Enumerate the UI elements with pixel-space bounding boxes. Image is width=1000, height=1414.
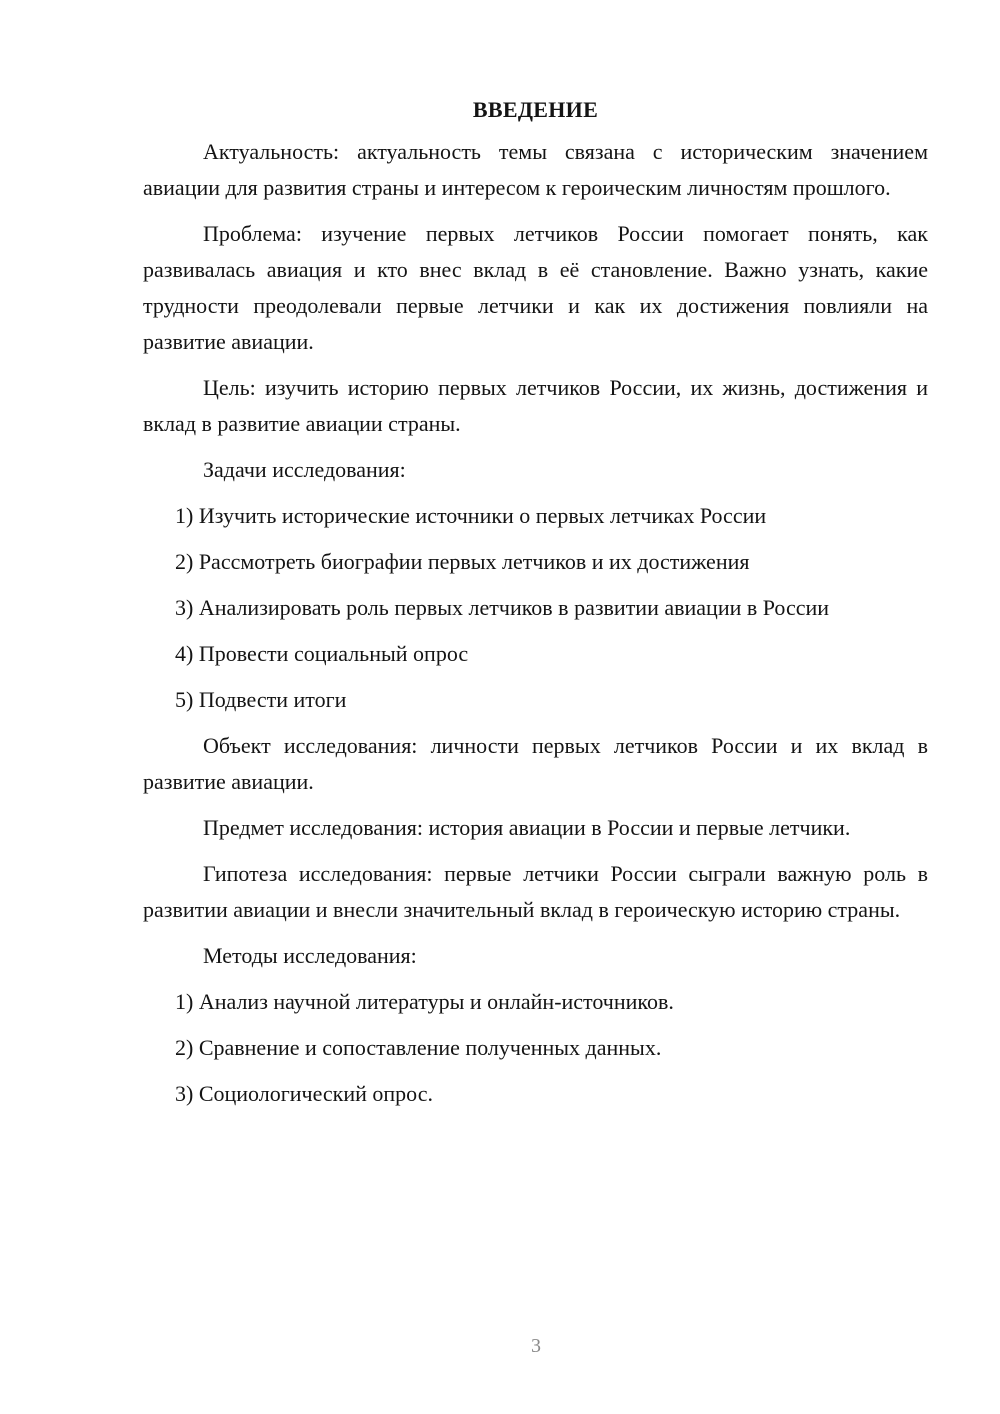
task-item: 3) Анализировать роль первых летчиков в развитии авиации в России: [175, 595, 830, 620]
method-item: 3) Социологический опрос.: [175, 1081, 433, 1106]
page-number: 3: [531, 1335, 541, 1357]
goal-paragraph: Цель: изучить историю первых летчиков России, их жизнь, достижения и вклад в развитие авиации страны.: [143, 375, 928, 436]
relevance-paragraph: Актуальность: актуальность темы связана с историческим значением авиации для развития страны и интересом к героическим личностям прошлого.: [143, 139, 928, 200]
document-page: [143, 92, 928, 1122]
methods-list: [143, 984, 928, 1112]
task-item: 4) Провести социальный опрос: [175, 641, 469, 666]
tasks-label: Задачи исследования:: [203, 457, 406, 482]
task-item: 2) Рассмотреть биографии первых летчиков и их достижения: [175, 549, 750, 574]
task-item: 5) Подвести итоги: [175, 687, 347, 712]
page-title: ВВЕДЕНИЕ: [472, 97, 599, 122]
task-item: 1) Изучить исторические источники о первых летчиках России: [175, 503, 767, 528]
problem-paragraph: Проблема: изучение первых летчиков России помогает понять, как развивалась авиация и кто внес вклад в её становление. Важно узнать, какие трудности преодолевали первые летчики и как их достижения повлияли на развитие авиации.: [143, 221, 928, 354]
hypothesis-paragraph: Гипотеза исследования: первые летчики России сыграли важную роль в развитии авиации и внесли значительный вклад в героическую историю страны.: [143, 861, 928, 922]
methods-label: Методы исследования:: [203, 943, 417, 968]
method-item: 2) Сравнение и сопоставление полученных данных.: [175, 1035, 662, 1060]
tasks-list: [143, 498, 928, 718]
method-item: 1) Анализ научной литературы и онлайн-источников.: [175, 989, 674, 1014]
subject-paragraph: Предмет исследования: история авиации в России и первые летчики.: [203, 815, 851, 840]
object-paragraph: Объект исследования: личности первых летчиков России и их вклад в развитие авиации.: [143, 733, 928, 794]
